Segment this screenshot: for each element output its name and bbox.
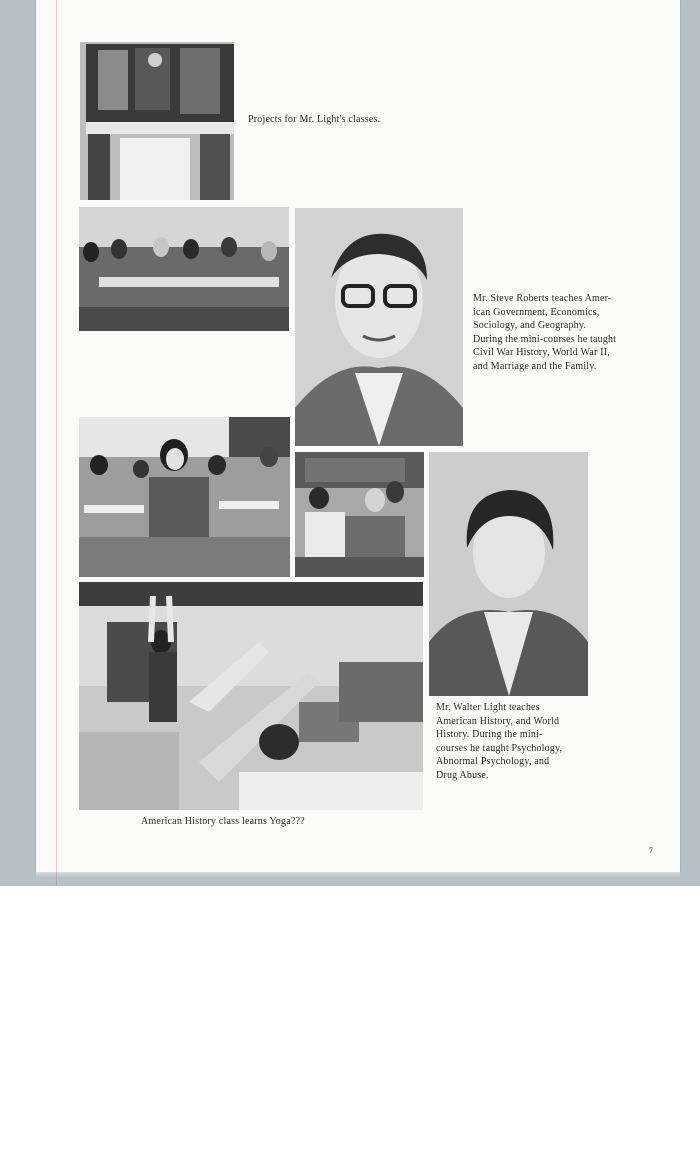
photo-classroom-group	[79, 207, 289, 331]
caption-line: Sociology, and Geography.	[473, 320, 587, 332]
caption-line: History. During the mini-	[436, 729, 543, 741]
caption-line: and Marriage and the Family.	[473, 360, 597, 372]
page-number: 7	[649, 846, 653, 855]
photo-projects-display	[80, 42, 234, 200]
caption-projects: Projects for Mr. Light's classes.	[248, 114, 381, 125]
caption-line: Civil War History, World War II,	[473, 347, 610, 359]
photo-steve-roberts	[295, 208, 463, 446]
caption-line: Abnormal Psychology, and	[436, 756, 550, 768]
caption-line: During the mini-courses he taught	[473, 333, 617, 345]
photo-classroom-desks	[79, 417, 290, 577]
caption-walter-light	[436, 701, 562, 783]
photo-yoga-class	[79, 582, 423, 810]
caption-line: Drug Abuse.	[436, 769, 489, 781]
margin-line	[56, 0, 57, 886]
photo-students-reading	[295, 452, 424, 577]
caption-line: Mr. Steve Roberts teaches Amer-	[473, 293, 612, 304]
caption-yoga: American History class learns Yoga???	[141, 816, 305, 827]
caption-line: American History, and World	[436, 715, 560, 727]
caption-line: Mr. Walter Light teaches	[436, 702, 540, 713]
photo-walter-light	[429, 452, 588, 696]
page-edge-shadow	[36, 872, 680, 878]
caption-steve-roberts	[473, 292, 616, 374]
caption-line: ican Government, Economics,	[473, 306, 600, 318]
caption-line: courses he taught Psychology,	[436, 742, 563, 754]
